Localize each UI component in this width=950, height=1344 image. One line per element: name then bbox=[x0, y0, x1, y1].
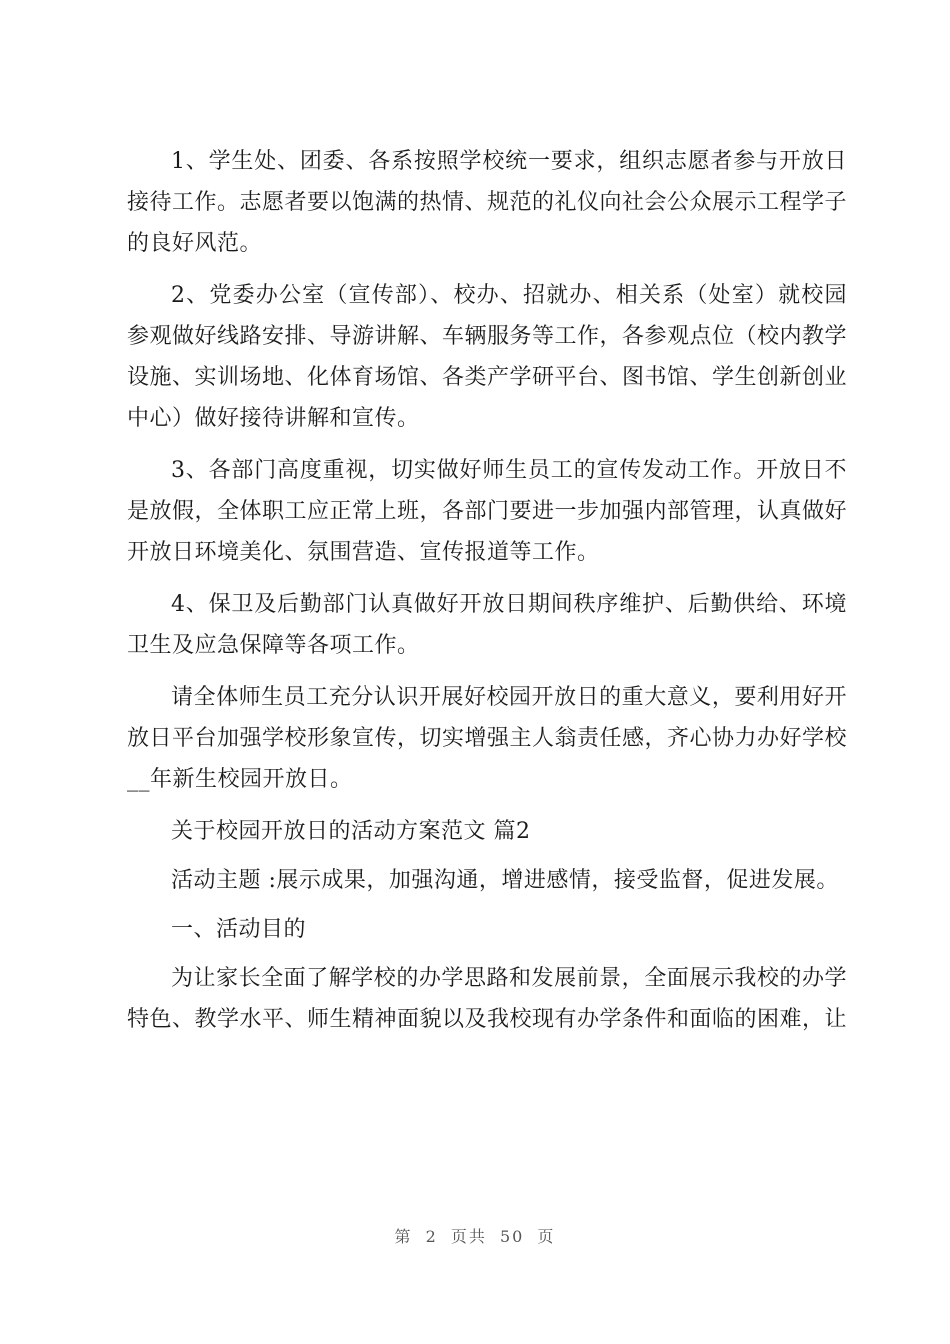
paragraph-item-4: 4、保卫及后勤部门认真做好开放日期间秩序维护、后勤供给、环境卫生及应急保障等各项工作。 bbox=[127, 592, 847, 658]
section-heading: 关于校园开放日的活动方案范文 篇2 bbox=[171, 819, 531, 844]
paragraph-item-2: 2、党委办公室（宣传部）、校办、招就办、相关系（处室）就校园参观做好线路安排、导游讲解、车辆服务等工作，各参观点位（校内教学设施、实训场地、化体育场馆、各类产学研平台、图书馆、学生创新创业中心）做好接待讲解和宣传。 bbox=[127, 283, 848, 431]
document-body bbox=[127, 141, 847, 1051]
page-footer: 第 2 页共 50 页 bbox=[394, 1227, 556, 1246]
purpose-paragraph: 为让家长全面了解学校的办学思路和发展前景，全面展示我校的办学特色、教学水平、师生精神面貌以及我校现有办学条件和面临的困难，让 bbox=[127, 966, 848, 1032]
paragraph-item-1: 1、学生处、团委、各系按照学校统一要求，组织志愿者参与开放日接待工作。志愿者要以饱满的热情、规范的礼仪向社会公众展示工程学子的良好风范。 bbox=[127, 149, 848, 256]
paragraph-item-3: 3、各部门高度重视，切实做好师生员工的宣传发动工作。开放日不是放假，全体职工应正常上班，各部门要进一步加强内部管理，认真做好开放日环境美化、氛围营造、宣传报道等工作。 bbox=[127, 458, 848, 565]
subheading-activity-purpose: 一、活动目的 bbox=[171, 917, 307, 942]
closing-paragraph: 请全体师生员工充分认识开展好校园开放日的重大意义，要利用好开放日平台加强学校形象宣传，切实增强主人翁责任感，齐心协力办好学校__年新生校园开放日。 bbox=[127, 685, 848, 792]
activity-theme: 活动主题 :展示成果，加强沟通，增进感情，接受监督，促进发展。 bbox=[171, 868, 839, 893]
